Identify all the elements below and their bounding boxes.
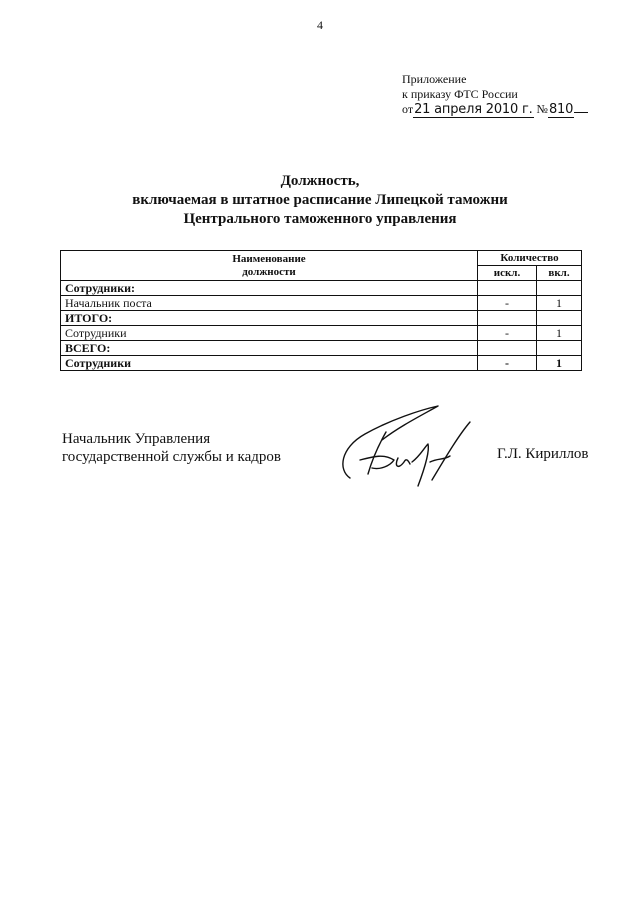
row-excluded <box>478 341 537 356</box>
row-included: 1 <box>537 356 582 371</box>
signer-position <box>62 430 281 466</box>
document-title <box>0 172 640 229</box>
header-name-line-2: должности <box>242 265 296 278</box>
row-name: Сотрудники <box>61 326 478 341</box>
title-line-2: включаемая в штатное расписание Липецкой таможни <box>132 192 508 208</box>
signer-position-line-2: государственной службы и кадров <box>62 449 281 465</box>
order-date: 21 апреля 2010 г. <box>414 102 533 117</box>
row-included: 1 <box>537 326 582 341</box>
row-name: ВСЕГО: <box>61 341 478 356</box>
table-header-row <box>61 251 582 266</box>
appendix-block <box>402 72 588 117</box>
header-name-line-1: Наименование <box>232 252 306 265</box>
row-included <box>537 311 582 326</box>
row-excluded <box>478 281 537 296</box>
row-included <box>537 281 582 296</box>
header-included: вкл. <box>537 266 582 281</box>
row-name: ИТОГО: <box>61 311 478 326</box>
row-excluded: - <box>478 326 537 341</box>
handwritten-signature <box>320 400 490 490</box>
header-position-name <box>61 251 478 281</box>
number-prefix: № <box>536 102 548 116</box>
title-line-1: Должность, <box>280 173 360 189</box>
appendix-date-line <box>402 102 588 117</box>
order-number: 810 <box>548 102 574 117</box>
table-row <box>61 326 582 341</box>
signer-name: Г.Л. Кириллов <box>497 446 589 462</box>
table-row <box>61 296 582 311</box>
row-included <box>537 341 582 356</box>
staff-table <box>60 250 582 371</box>
table-row <box>61 356 582 371</box>
row-name: Сотрудники: <box>61 281 478 296</box>
row-name: Начальник поста <box>61 296 478 311</box>
appendix-label: Приложение <box>402 72 467 86</box>
table-row <box>61 341 582 356</box>
signer-position-line-1: Начальник Управления <box>62 431 211 447</box>
page-number: 4 <box>317 18 323 32</box>
row-excluded: - <box>478 356 537 371</box>
underline-tail <box>574 102 588 113</box>
date-prefix: от <box>402 102 414 116</box>
table-row <box>61 311 582 326</box>
header-excluded: искл. <box>478 266 537 281</box>
appendix-order-ref: к приказу ФТС России <box>402 87 518 101</box>
row-included: 1 <box>537 296 582 311</box>
row-excluded <box>478 311 537 326</box>
row-excluded: - <box>478 296 537 311</box>
row-name: Сотрудники <box>61 356 478 371</box>
table-row <box>61 281 582 296</box>
title-line-3: Центрального таможенного управления <box>183 211 457 227</box>
header-quantity: Количество <box>478 251 582 266</box>
